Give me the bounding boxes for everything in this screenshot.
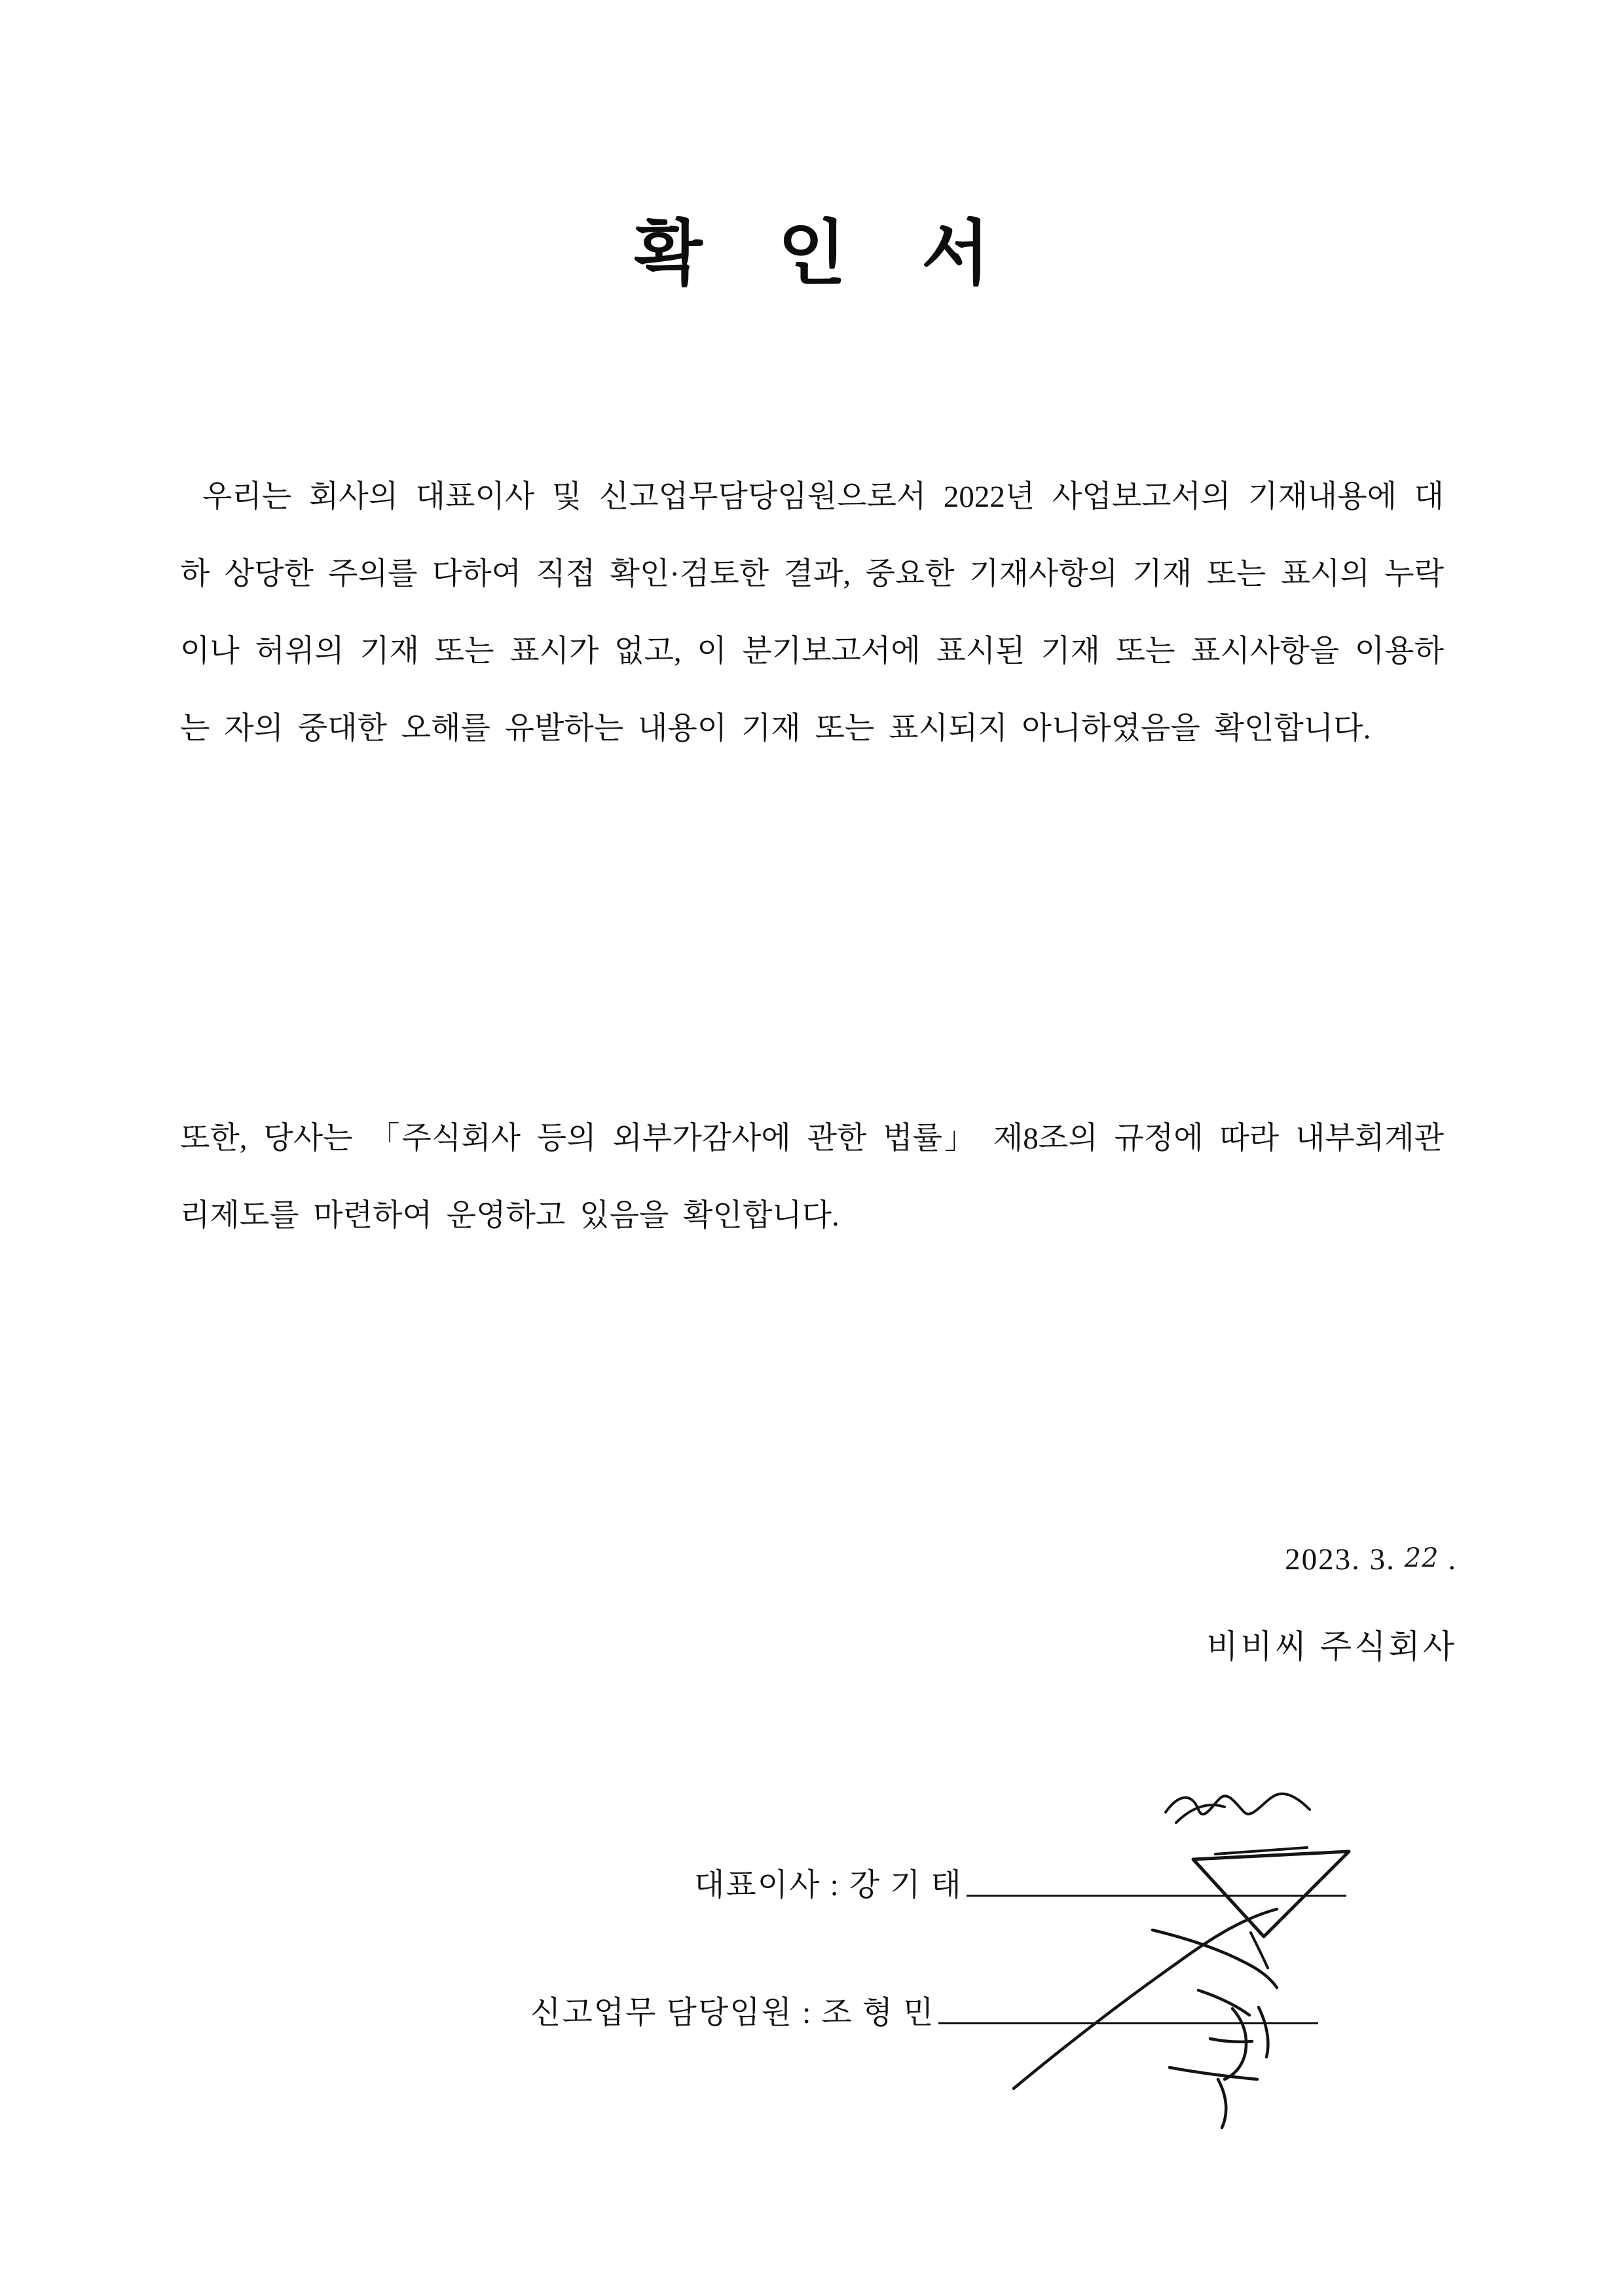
signature-line-officer — [938, 2020, 1318, 2024]
company-name: 비비씨 주식회사 — [1206, 1628, 1457, 1665]
signing-date — [1285, 1542, 1457, 1577]
signature-label-officer: 신고업무 담당임원 : 조 형 민 — [530, 1995, 935, 2030]
paragraph-text-1: 우리는 회사의 대표이사 및 신고업무담당임원으로서 2022년 사업보고서의 기재내용에 대하 상당한 주의를 다하여 직접 확인·검토한 결과, 중요한 기재사항의 기재 또는 표시의 누락이나 허위의 기재 또는 표시가 없고, 이 분기보고서에 표시된 기재 또는 표시사항을 이용하는 자의 중대한 오해를 유발하는 내용이 기재 또는 표시되지 아니하였음을 확인합니다. — [180, 480, 1444, 746]
paragraph-confirmation — [180, 458, 1444, 767]
date-period: . — [1448, 1542, 1457, 1576]
signature-row-ceo — [694, 1859, 1346, 1904]
page-title: 확 인 서 — [634, 215, 1019, 293]
date-printed: 2023. 3. — [1285, 1542, 1395, 1576]
signature-line-ceo — [967, 1892, 1346, 1897]
signature-label-ceo: 대표이사 : 강 기 태 — [694, 1868, 963, 1903]
paragraph-internal-accounting: 또한, 당사는 「주식회사 등의 외부가감사에 관한 법률」 제8조의 규정에 따라 내부회계관리제도를 마련하여 운영하고 있음을 확인합니다. — [180, 1121, 1444, 1233]
date-handwritten-day: 22 — [1404, 1543, 1439, 1573]
signature-row-officer — [530, 1987, 1318, 2032]
